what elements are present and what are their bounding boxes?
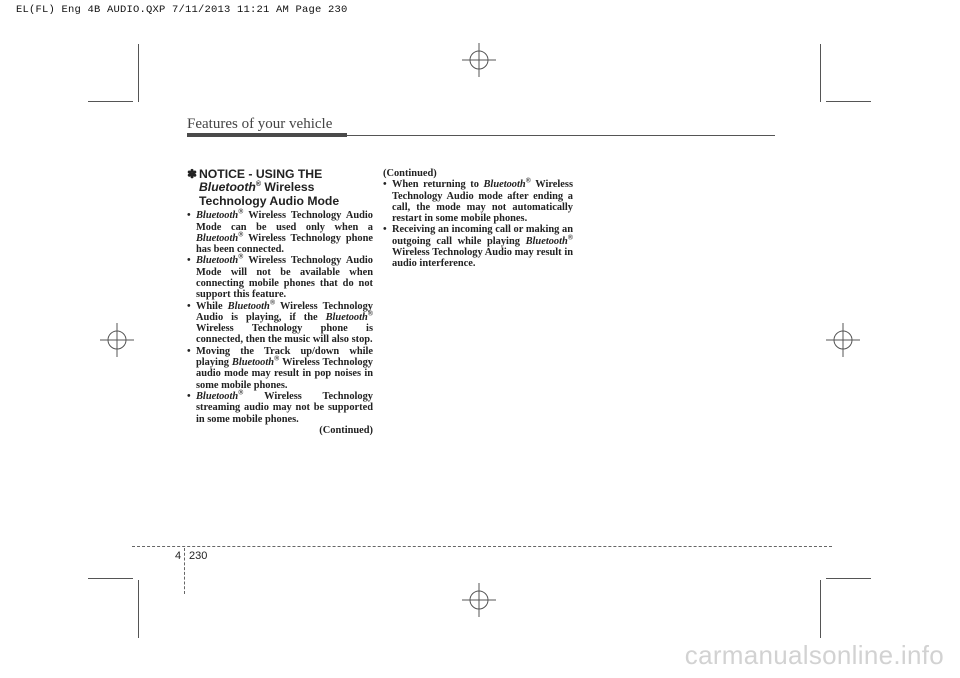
registration-mark-bottom [462,583,496,617]
section-title-rule [347,135,775,136]
registration-mark-left [100,323,134,357]
content-column-left [187,168,373,436]
footer-rule [132,546,832,547]
notice-star-icon: ✽ [187,167,198,181]
section-title-bar [187,133,347,137]
page-number: 230 [189,550,208,562]
list-item: • When returning to Bluetooth® Wireless Technology Audio mode after ending a call, the mode may not automatically restart in some mobile phones. [383,179,573,224]
notice-heading: ✽ NOTICE - USING THE Bluetooth® Wireless Technology Audio Mode [187,167,340,208]
footer-divider [184,548,185,594]
registration-mark-right [826,323,860,357]
continued-label-bottom: (Continued) [319,424,373,436]
list-item: • Bluetooth® Wireless Technology Audio Mode can be used only when a Bluetooth® Wireless Technology phone has been connected. [187,210,373,255]
list-item: • While Bluetooth® Wireless Technology Audio is playing, if the Bluetooth® Wireless Technology phone is connected, then the music will also stop. [187,301,373,346]
list-item: • Moving the Track up/down while playing Bluetooth® Wireless Technology audio mode may result in pop noises in some mobile phones. [187,346,373,391]
continued-label-top: (Continued) [383,168,437,179]
registration-mark-top [462,43,496,77]
list-item: • Receiving an incoming call or making an outgoing call while playing Bluetooth® Wireless Technology Audio may result in audio interference. [383,224,573,269]
section-title: Features of your vehicle [187,116,333,132]
content-column-right [383,168,573,270]
list-item: • Bluetooth® Wireless Technology streaming audio may not be supported in some mobile phones. [187,391,373,425]
watermark: carmanualsonline.info [684,640,944,670]
print-slug-line: EL(FL) Eng 4B AUDIO.QXP 7/11/2013 11:21 AM Page 230 [16,4,348,16]
list-item: • Bluetooth® Wireless Technology Audio Mode will not be available when connecting mobile phones that do not support this feature. [187,255,373,300]
notice-bullet-list-right [383,176,573,270]
notice-bullet-list-left [187,207,373,425]
section-number: 4 [175,550,182,562]
